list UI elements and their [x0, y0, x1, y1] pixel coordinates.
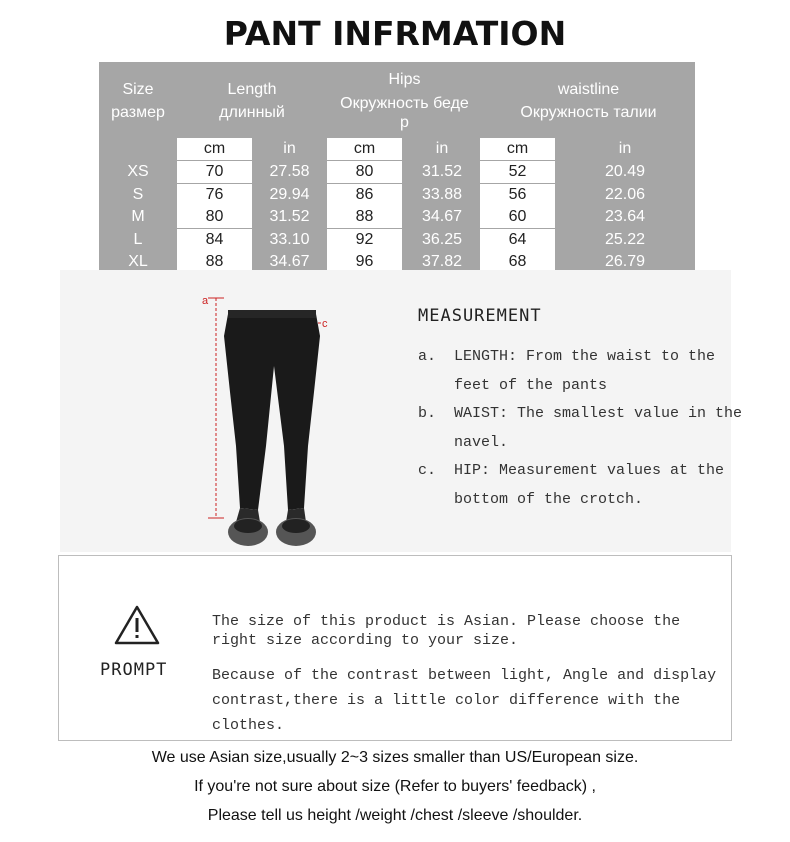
table-cell: 31.52 [269, 208, 310, 226]
header-size: Size размер [111, 81, 165, 121]
unit-in: in [618, 140, 632, 157]
table-cell: 22.06 [604, 185, 646, 203]
table-cell: 31.52 [421, 163, 463, 180]
measurement-item: b. WAIST: The smallest value in the navel. [418, 405, 743, 451]
table-cell: 76 [177, 184, 252, 206]
table-cell: 26.79 [604, 253, 646, 271]
row-size-label: XL [128, 253, 148, 271]
pants-figure [200, 296, 340, 554]
table-cell: 25.22 [604, 230, 646, 248]
table-cell: 80 [327, 161, 402, 183]
warning-icon [113, 604, 161, 646]
row-size-label: M [131, 208, 145, 226]
prompt-text-2: Because of the contrast between light, Angle and display contrast,there is a little color difference with the clothes. [212, 667, 717, 734]
unit-cm: cm [327, 138, 402, 160]
table-cell: 36.25 [421, 230, 463, 248]
header-hips: Hips Окружность беде р [340, 71, 469, 131]
measurement-item: c. HIP: Measurement values at the bottom of the crotch. [418, 462, 725, 508]
table-cell: 84 [177, 229, 252, 251]
label-c: c [322, 318, 328, 330]
unit-cm: cm [480, 138, 555, 160]
prompt-text-1: The size of this product is Asian. Please choose the right size according to your size. [212, 613, 681, 649]
page-title: PANT INFRMATION [223, 14, 567, 53]
table-cell: 88 [177, 251, 252, 273]
unit-in: in [283, 140, 296, 157]
measurement-title: MEASUREMENT [418, 306, 542, 326]
table-cell: 34.67 [269, 253, 310, 271]
table-cell: 56 [480, 184, 555, 206]
table-cell: 29.94 [269, 185, 310, 203]
table-cell: 64 [480, 229, 555, 251]
table-cell: 96 [327, 251, 402, 273]
unit-cm: cm [177, 138, 252, 160]
prompt-label: PROMPT [100, 660, 168, 680]
table-cell: 88 [327, 206, 402, 228]
table-cell: 33.88 [421, 185, 463, 203]
footer-line-3: Please tell us height /weight /chest /sleeve /shoulder. [207, 807, 583, 824]
header-waist: waistline Окружность талии [520, 81, 657, 121]
footer-line-2: If you're not sure about size (Refer to buyers' feedback) , [194, 778, 596, 795]
label-a: a [202, 296, 209, 307]
row-size-label: L [133, 230, 143, 248]
table-cell: 86 [327, 184, 402, 206]
table-cell: 37.82 [421, 253, 463, 271]
unit-in: in [435, 140, 449, 157]
table-cell: 52 [480, 161, 555, 183]
table-cell: 20.49 [604, 163, 646, 180]
header-length: Length длинный [219, 81, 285, 121]
pants-shape [224, 314, 320, 510]
table-cell: 92 [327, 229, 402, 251]
footer-line-1: We use Asian size,usually 2~3 sizes smaller than US/European size. [151, 749, 639, 766]
size-table [99, 62, 695, 296]
table-cell: 60 [480, 206, 555, 228]
measurement-item: a. LENGTH: From the waist to the feet of the pants [418, 348, 716, 394]
table-cell: 70 [177, 161, 252, 183]
table-cell: 34.67 [421, 208, 463, 226]
table-cell: 27.58 [269, 163, 310, 180]
table-cell: 33.10 [269, 230, 310, 248]
table-cell: 68 [480, 251, 555, 273]
table-cell: 23.64 [604, 208, 646, 226]
table-cell: 80 [177, 206, 252, 228]
row-size-label: S [132, 185, 144, 203]
row-size-label: XS [127, 163, 149, 180]
